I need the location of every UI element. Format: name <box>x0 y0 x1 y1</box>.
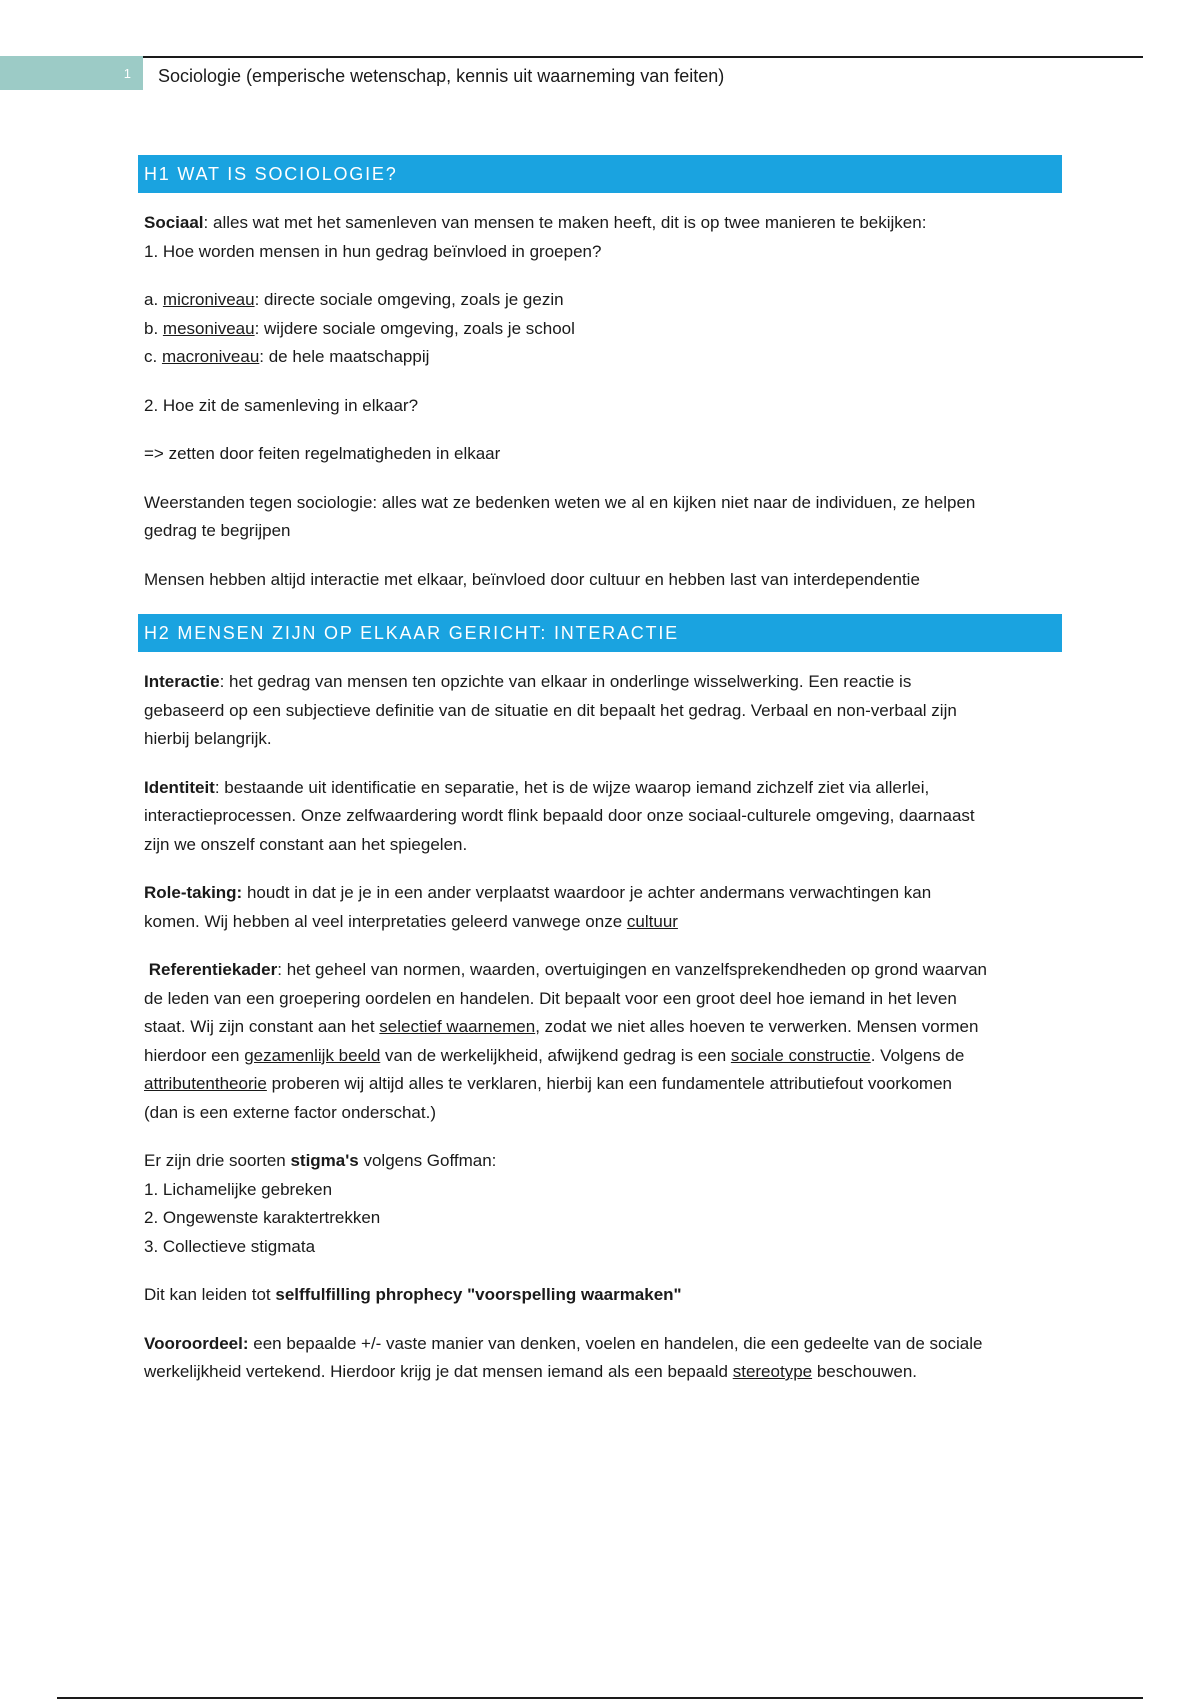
paragraph-interactie: Interactie: het gedrag van mensen ten opzichte van elkaar in onderlinge wisselwerking. Een reactie is gebaseerd op een subjectieve definitie van de situatie en dit bepaalt het gedrag. Verbaal en non-verbaal zijn hierbij belangrijk. <box>144 672 957 748</box>
list-item: 1. Lichamelijke gebreken <box>144 1179 333 1199</box>
term-referentiekader: Referentiekader <box>148 960 278 979</box>
term-gezamenlijk-beeld: gezamenlijk beeld <box>244 1045 381 1065</box>
term-attributentheorie: attributentheorie <box>144 1074 267 1093</box>
question-1: 1. Hoe worden mensen in hun gedrag beïnvloed in groepen? <box>144 241 602 261</box>
term-selffulfilling-prophecy: selffulfilling phrophecy "voorspelling waarmaken" <box>275 1285 682 1304</box>
document-body <box>138 155 1062 1407</box>
page-number-tab <box>0 56 143 90</box>
term-identiteit: Identiteit <box>144 777 215 797</box>
paragraph-vooroordeel: Vooroordeel: een bepaalde +/- vaste manier van denken, voelen en handelen, die een gedeelte van de sociale werkelijkheid vertekend. Hierdoor krijg je dat mensen iemand als een bepaald stereotype beschouwen. <box>144 1333 983 1381</box>
header-rule <box>143 56 1143 58</box>
paragraph-mensen: Mensen hebben altijd interactie met elkaar, beïnvloed door cultuur en hebben last van interdependentie <box>144 569 920 589</box>
list-item-level: a. microniveau: directe sociale omgeving, zoals je gezin <box>144 290 564 309</box>
list-item: 3. Collectieve stigmata <box>144 1236 316 1256</box>
footer-rule <box>57 1697 1143 1699</box>
list-item-level: b. mesoniveau: wijdere sociale omgeving, zoals je school <box>144 318 575 338</box>
term-interactie: Interactie <box>144 672 220 691</box>
term-sociaal: Sociaal <box>144 213 204 232</box>
term-cultuur: cultuur <box>626 911 678 931</box>
header-title: Sociologie (emperische wetenschap, kennis uit waarneming van feiten) <box>158 66 725 86</box>
term-macroniveau: macroniveau <box>161 347 260 366</box>
paragraph-referentiekader: Referentiekader: het geheel van normen, waarden, overtuigingen en vanzelfsprekendheden op grond waarvan de leden van een groepering oordelen en handelen. Dit bepaalt voor een groot deel hoe iemand in het leven staat. Wij zijn constant aan het selectief waarnemen, zodat we niet alles hoeven te verwerken. Mensen vormen hierdoor een gezamenlijk beeld van de werkelijkheid, afwijkend gedrag is een sociale constructie. Volgens de attributentheorie proberen wij altijd alles te verklaren, hierbij kan een fundamentele attributiefout voorkomen (dan is een externe factor onderschat.) <box>144 960 988 1122</box>
paragraph-sociaal <box>144 209 1062 266</box>
paragraph-stigmas: Er zijn drie soorten stigma's volgens Goffman: 1. Lichamelijke gebreken 2. Ongewenste karaktertrekken 3. Collectieve stigmata <box>144 1147 1062 1261</box>
term-mesoniveau: mesoniveau <box>162 318 255 338</box>
paragraph-role-taking: Role-taking: houdt in dat je je in een ander verplaatst waardoor je achter andermans verwachtingen kan komen. Wij hebben al veel interpretaties geleerd vanwege onze cultuur <box>144 883 932 931</box>
paragraph-identiteit: Identiteit: bestaande uit identificatie en separatie, het is de wijze waarop iemand zichzelf ziet via allerlei, interactieprocessen. Onze zelfwaardering wordt flink bepaald door onze sociaal-culturele omgeving, daarnaast zijn we onszelf constant aan het spiegelen. <box>144 777 975 854</box>
arrow-note: => zetten door feiten regelmatigheden in elkaar <box>144 444 501 463</box>
sociaal-definition: : alles wat met het samenleven van mensen te maken heeft, dit is op twee manieren te bekijken: <box>203 213 927 232</box>
term-selectief-waarnemen: selectief waarnemen <box>379 1017 536 1036</box>
paragraph-selffulfilling: Dit kan leiden tot selffulfilling phrophecy "voorspelling waarmaken" <box>144 1285 682 1304</box>
levels-list <box>144 286 1062 372</box>
page-number: 1 <box>123 65 131 81</box>
paragraph-weerstanden: Weerstanden tegen sociologie: alles wat ze bedenken weten we al en kijken niet naar de individuen, ze helpen gedrag te begrijpen <box>144 492 976 540</box>
term-stereotype: stereotype <box>732 1362 813 1381</box>
question-2: 2. Hoe zit de samenleving in elkaar? <box>144 395 419 415</box>
section-heading-h1: H1 WAT IS SOCIOLOGIE? <box>138 155 1062 193</box>
term-stigmas: stigma's <box>290 1151 359 1170</box>
term-role-taking: Role-taking: <box>144 883 243 902</box>
term-microniveau: microniveau <box>162 290 255 309</box>
section-heading-h2: H2 MENSEN ZIJN OP ELKAAR GERICHT: INTERACTIE <box>138 614 1062 652</box>
term-vooroordeel: Vooroordeel: <box>144 1333 249 1353</box>
term-sociale-constructie: sociale constructie <box>730 1045 871 1065</box>
list-item-level: c. macroniveau: de hele maatschappij <box>144 347 430 366</box>
list-item: 2. Ongewenste karaktertrekken <box>144 1208 381 1227</box>
